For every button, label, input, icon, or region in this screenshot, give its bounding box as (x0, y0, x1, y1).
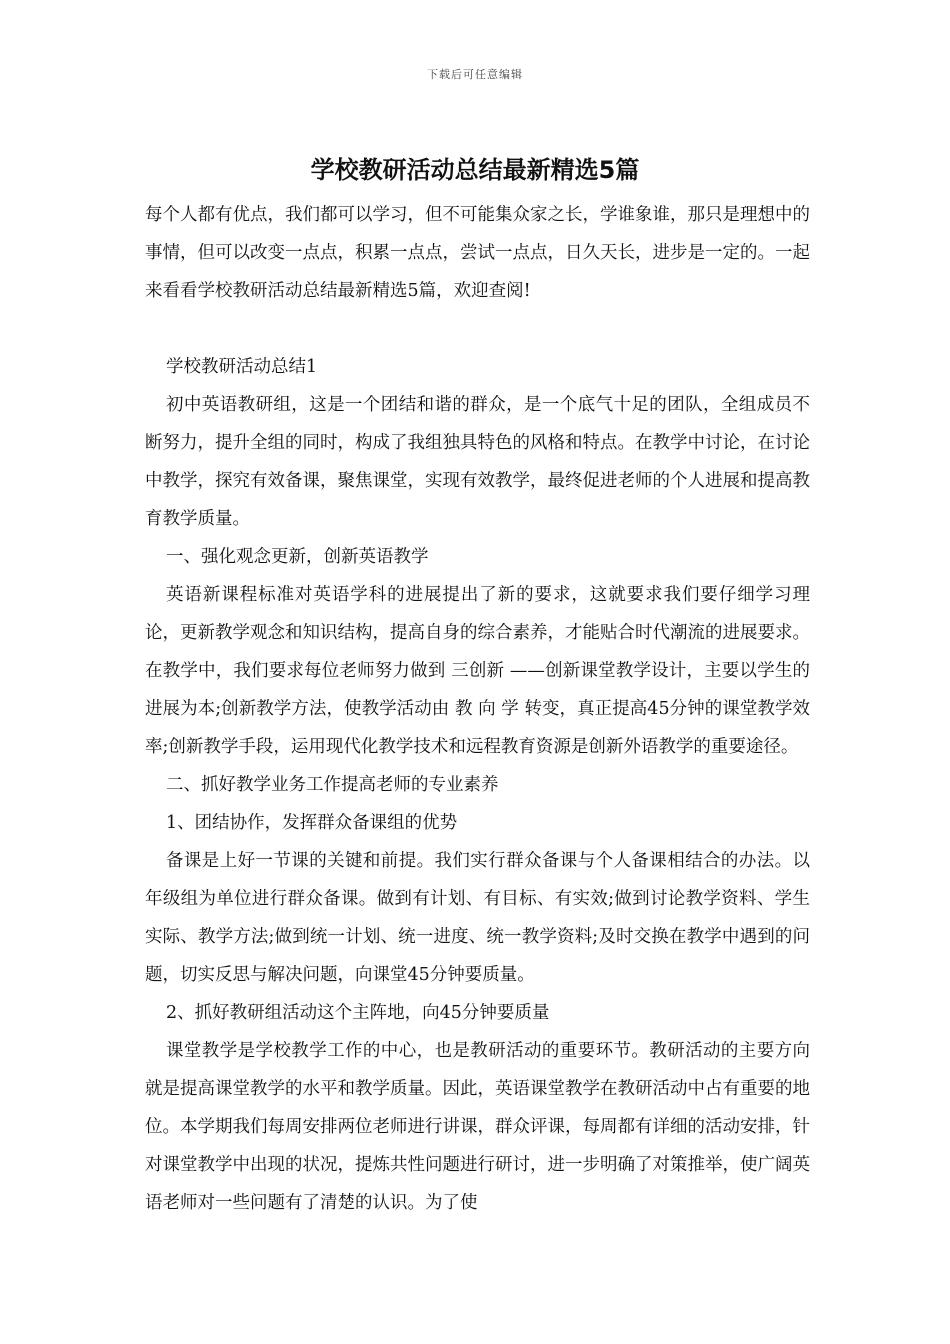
document-body (145, 196, 810, 1222)
section-heading: 学校教研活动总结1 (166, 357, 318, 377)
body-paragraph: 课堂教学是学校教学工作的中心，也是教研活动的重要环节。教研活动的主要方向就是提高课堂教学的水平和教学质量。因此，英语课堂教学在教研活动中占有重要的地位。本学期我们每周安排两位老师进行讲课，群众评课，每周都有详细的活动安排，针对课堂教学中出现的状况，提炼共性问题进行研讨，进一步明确了对策推举，使广阔英语老师对一些问题有了清楚的认识。为了使 (145, 1041, 810, 1213)
intro-paragraph: 每个人都有优点，我们都可以学习，但不可能集众家之长，学谁象谁，那只是理想中的事情，但可以改变一点点，积累一点点，尝试一点点，日久天长，进步是一定的。一起来看看学校教研活动总结最新精选5篇，欢迎查阅! (145, 205, 810, 301)
document-title: 学校教研活动总结最新精选5篇 (310, 156, 640, 184)
subheading: 1、团结协作，发挥群众备课组的优势 (166, 813, 458, 833)
header-note: 下载后可任意编辑 (427, 68, 523, 81)
subheading: 一、强化观念更新，创新英语教学 (166, 547, 429, 567)
subheading: 二、抓好教学业务工作提高老师的专业素养 (166, 775, 499, 795)
paragraph-gap (145, 310, 810, 348)
subheading: 2、抓好教研组活动这个主阵地，向45分钟要质量 (166, 1003, 550, 1023)
body-paragraph: 备课是上好一节课的关键和前提。我们实行群众备课与个人备课相结合的办法。以年级组为单位进行群众备课。做到有计划、有目标、有实效;做到讨论教学资料、学生实际、教学方法;做到统一计划、统一进度、统一教学资料;及时交换在教学中遇到的问题，切实反思与解决问题，向课堂45分钟要质量。 (145, 851, 810, 985)
body-paragraph: 初中英语教研组，这是一个团结和谐的群众，是一个底气十足的团队，全组成员不断努力，提升全组的同时，构成了我组独具特色的风格和特点。在教学中讨论，在讨论中教学，探究有效备课，聚焦课堂，实现有效教学，最终促进老师的个人进展和提高教育教学质量。 (145, 395, 810, 529)
body-paragraph: 英语新课程标准对英语学科的进展提出了新的要求，这就要求我们要仔细学习理论，更新教学观念和知识结构，提高自身的综合素养，才能贴合时代潮流的进展要求。在教学中，我们要求每位老师努力做到 三创新 ——创新课堂教学设计，主要以学生的进展为本;创新教学方法，使教学活动由 教 向 学 转变，真正提高45分钟的课堂教学效率;创新教学手段，运用现代化教学技术和远程教育资源是创新外语教学的重要途径。 (145, 585, 810, 757)
